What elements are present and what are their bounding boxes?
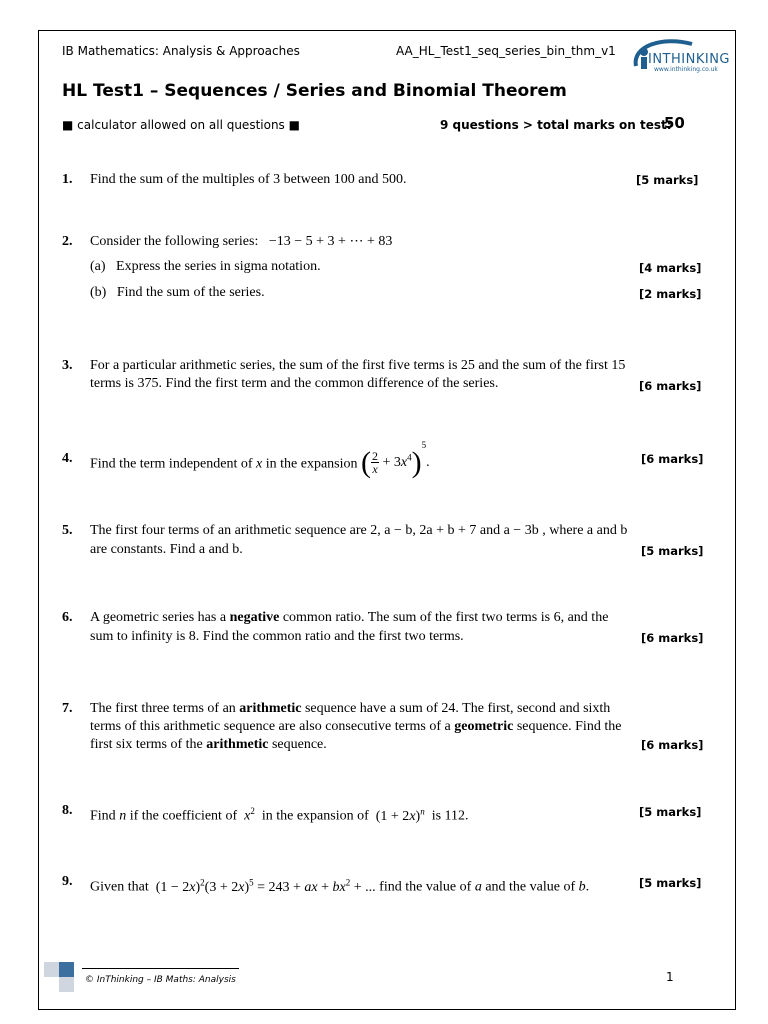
footer-copyright: © InThinking – IB Maths: Analysis [85,975,236,985]
marks-q8: [5 marks] [639,805,702,819]
inthinking-logo [622,36,730,76]
question-text-line2: sum to infinity is 8. Find the common ratio and the first two terms. [90,629,464,644]
question-text-line1: A geometric series has a negative common ratio. The sum of the first two terms is 6, and the [90,610,609,625]
question-text: Consider the following series: −13 − 5 + 3 + ⋯ + 83 [90,234,393,249]
question-text-line3: first six terms of the arithmetic sequence. [90,737,327,752]
logo-text: INTHINKING [648,52,730,67]
marks-q2b: [2 marks] [639,287,702,301]
question-number: 8. [62,803,73,818]
part-text: (b) Find the sum of the series. [90,285,265,300]
question-text-line2: are constants. Find a and b. [90,542,243,557]
question-number: 3. [62,358,73,373]
question-number: 6. [62,610,73,625]
footer-logo-squares [44,962,74,992]
binomial-expression: $(1 + 2x)^n$ [375,806,425,824]
question-text-line1: The first four terms of an arithmetic sequence are 2, a − b, 2a + b + 7 and a − 3b , where a and b [90,523,628,538]
logo-url: www.inthinking.co.uk [654,66,718,73]
course-name: IB Mathematics: Analysis & Approaches [62,44,300,58]
question-number: 4. [62,451,73,466]
marks-q2a: [4 marks] [639,261,702,275]
marks-q3: [6 marks] [639,379,702,393]
marks-q4: [6 marks] [641,452,704,466]
question-text: Given that $(1 - 2x)^2(3 + 2x)^5 = 243$ + ax + $bx^2$ + ... find the value of a and the value of b. [90,877,590,895]
marks-q9: [5 marks] [639,876,702,890]
marks-q7: [6 marks] [641,738,704,752]
question-text: Find the term independent of x in the expansion ( $\frac{2}{x}$ + $3x^4)^5$. [90,440,430,479]
marks-q6: [6 marks] [641,631,704,645]
total-marks: 50 [664,114,685,132]
question-number: 9. [62,874,73,889]
question-text: Find the sum of the multiples of 3 between 100 and 500. [90,172,407,187]
marks-q1: [5 marks] [636,173,699,187]
question-count: 9 questions > total marks on test: [440,118,672,132]
part-text: (a) Express the series in sigma notation. [90,259,321,274]
question-text-line2: terms of this arithmetic sequence are also consecutive terms of a geometric sequence. Find the [90,719,622,734]
question-text-line1: For a particular arithmetic series, the sum of the first five terms is 25 and the sum of the first 15 [90,358,626,373]
series-expression: −13 − 5 + 3 + ⋯ + 83 [268,234,393,249]
question-number: 1. [62,172,73,187]
calculator-note: ■ calculator allowed on all questions ■ [62,118,300,132]
question-number: 2. [62,234,73,249]
file-id: AA_HL_Test1_seq_series_bin_thm_v1 [396,44,616,58]
marks-q5: [5 marks] [641,544,704,558]
question-text: Find n if the coefficient of $x^2$ in the expansion of $(1 + 2x)^n$ is 112. [90,806,469,824]
expansion-expression: ( $\frac{2}{x}$ + $3x^4)^5$. [361,440,430,479]
question-number: 5. [62,523,73,538]
page-number: 1 [666,970,674,984]
footer-divider [82,968,239,969]
question-text-line1: The first three terms of an arithmetic sequence have a sum of 24. The first, second and sixth [90,701,611,716]
question-number: 7. [62,701,73,716]
question-text-line2: terms is 375. Find the first term and the common difference of the series. [90,376,499,391]
product-expression: $(1 - 2x)^2(3 + 2x)^5 = 243$ + ax + $bx^2$ + ... [155,877,376,895]
page-title: HL Test1 – Sequences / Series and Binomial Theorem [62,81,567,101]
